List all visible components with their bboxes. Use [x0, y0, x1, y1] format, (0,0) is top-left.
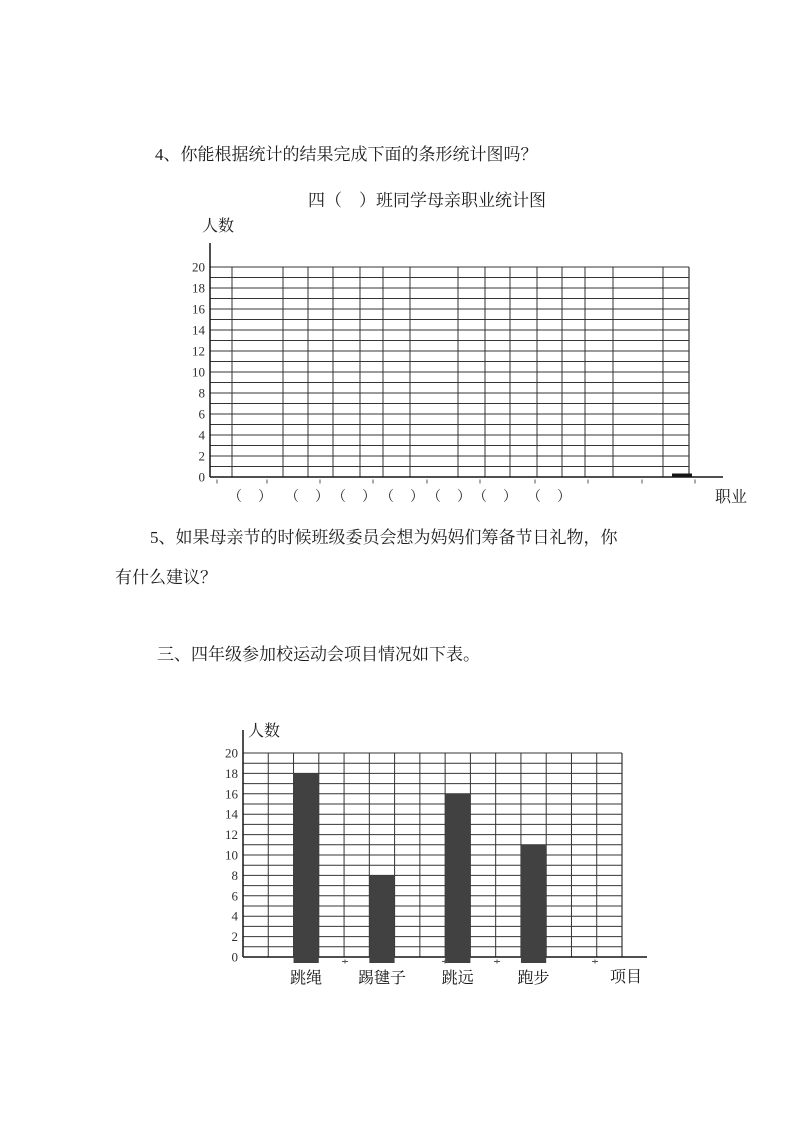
chart2-y-axis-unit: 人数 — [248, 723, 281, 740]
blank-category-slot: （ ） — [228, 490, 273, 505]
blank-category-slot: （ ） — [380, 490, 425, 505]
bar-跳远 — [445, 794, 470, 963]
y-tick-label: 8 — [231, 867, 238, 883]
bar-踢毽子 — [369, 875, 394, 963]
y-tick-label: 18 — [225, 765, 238, 781]
chart1-title: 四（ ）班同学母亲职业统计图 — [308, 191, 546, 210]
y-tick-label: 2 — [231, 929, 238, 945]
question-5-text-line1: 5、如果母亲节的时候班级委员会想为妈妈们筹备节日礼物，你 — [150, 528, 618, 547]
blank-category-slot: （ ） — [473, 490, 518, 505]
y-tick-label: 4 — [231, 908, 238, 924]
category-label: 跑步 — [517, 970, 550, 987]
question-5-text-line2: 有什么建议？ — [115, 568, 217, 587]
y-tick-label: 4 — [198, 427, 205, 443]
blank-category-slot: （ ） — [332, 490, 377, 505]
bar-跑步 — [521, 845, 546, 963]
y-tick-label: 6 — [198, 406, 205, 422]
y-tick-label: 6 — [231, 888, 238, 904]
category-label: 跳远 — [441, 970, 474, 987]
y-tick-label: 0 — [231, 949, 238, 965]
section-3-heading: 三、四年级参加校运动会项目情况如下表。 — [157, 645, 480, 664]
question-4-text: 4、你能根据统计的结果完成下面的条形统计图吗？ — [155, 145, 538, 164]
category-label: 跳绳 — [290, 970, 323, 987]
chart2-bar-chart — [215, 725, 675, 995]
category-label: 踢毽子 — [357, 970, 406, 987]
y-tick-label: 10 — [225, 847, 238, 863]
y-tick-label: 20 — [225, 745, 238, 761]
y-tick-label: 14 — [225, 806, 238, 822]
chart1-y-axis-unit: 人数 — [202, 218, 235, 235]
blank-category-slot: （ ） — [285, 490, 330, 505]
y-tick-label: 10 — [192, 364, 205, 380]
y-tick-label: 12 — [225, 827, 238, 843]
y-tick-label: 2 — [198, 448, 205, 464]
bar-跳绳 — [294, 773, 319, 963]
chart1-x-axis-label: 职业 — [715, 489, 748, 506]
y-tick-label: 18 — [192, 280, 205, 296]
chart2-x-axis-label: 项目 — [610, 969, 643, 986]
y-tick-label: 16 — [192, 301, 205, 317]
y-tick-label: 8 — [198, 385, 205, 401]
y-tick-label: 20 — [192, 259, 205, 275]
y-tick-label: 14 — [192, 322, 205, 338]
blank-category-slot: （ ） — [427, 490, 472, 505]
y-tick-label: 12 — [192, 343, 205, 359]
chart1-blank-bar-grid — [180, 240, 760, 492]
y-tick-label: 0 — [198, 469, 205, 485]
y-tick-label: 16 — [225, 786, 238, 802]
blank-category-slot: （ ） — [527, 490, 572, 505]
